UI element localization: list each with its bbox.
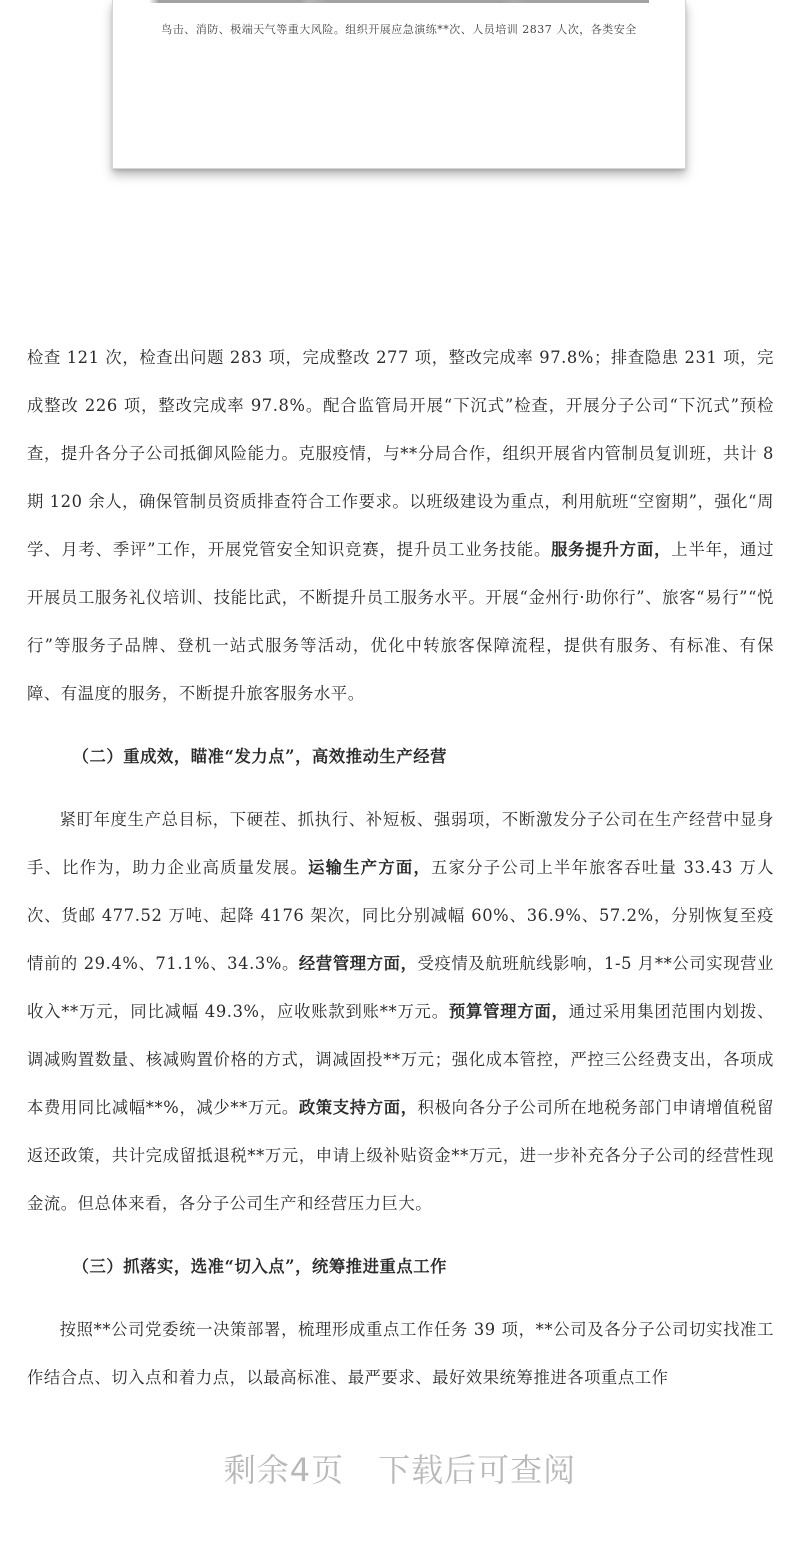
remaining-pages-count: 剩余4页 — [223, 1451, 345, 1489]
preview-text-line: 鸟击、消防、极端天气等重大风险。组织开展应急演练**次、人员培训 2837 人次，各类安全 — [161, 23, 637, 36]
previous-page-preview — [112, 0, 686, 169]
paragraph-production: 紧盯年度生产总目标，下硬茬、抓执行、补短板、强弱项，不断激发分子公司在生产经营中显身手、比作为，助力企业高质量发展。运输生产方面，五家分子公司上半年旅客吞吐量 33.43 万人次、货邮 477.52 万吨、起降 4176 架次，同比分别减幅 60%、36.9%、57.2%，分别恢复至疫情前的 29.4%、71.1%、34.3%。经营管理方面，受疫情及航班航线影响，1-5 月**公司实现营业收入**万元，同比减幅 49.3%，应收账款到账**万元。预算管理方面，通过采用集团范围内划拨、调减购置数量、核减购置价格的方式，调减固投**万元；强化成本管控，严控三公经费支出，各项成本费用同比减幅**%，减少**万元。政策支持方面，积极向各分子公司所在地税务部门申请增值税留返还政策，共计完成留抵退税**万元，申请上级补贴资金**万元，进一步补充各分子公司的经营性现金流。但总体来看，各分子公司生产和经营压力巨大。 — [27, 810, 775, 1213]
bold-lead-transport: 运输生产方面， — [308, 858, 432, 877]
section-heading-3: （三）抓落实，选准“切入点”，统筹推进重点工作 — [72, 1257, 448, 1276]
bold-lead-service: 服务提升方面， — [551, 540, 672, 559]
remaining-pages-banner[interactable] — [0, 1445, 800, 1491]
preview-cut-off-line — [149, 0, 649, 3]
bold-lead-operations: 经营管理方面， — [298, 954, 418, 973]
paragraph-key-tasks: 按照**公司党委统一决策部署，梳理形成重点工作任务 39 项，**公司及各分子公司切实找准工作结合点、切入点和着力点，以最高标准、最严要求、最好效果统筹推进各项重点工作 — [27, 1320, 774, 1387]
bold-lead-policy: 政策支持方面， — [298, 1098, 418, 1117]
download-to-view-label: 下载后可查阅 — [378, 1451, 577, 1489]
bold-lead-budget: 预算管理方面， — [448, 1002, 569, 1021]
document-body — [27, 334, 774, 1402]
paragraph-safety-training: 检查 121 次，检查出问题 283 项，完成整改 277 项，整改完成率 97.8%；排查隐患 231 项，完成整改 226 项，整改完成率 97.8%。配合监管局开展“下沉式”检查，开展分子公司“下沉式”预检查，提升各分子公司抵御风险能力。克服疫情，与**分局合作，组织开展省内管制员复训班，共计 8 期 120 余人，确保管制员资质排查符合工作要求。以班级建设为重点，利用航班“空窗期”，强化“周学、月考、季评”工作，开展党管安全知识竞赛，提升员工业务技能。服务提升方面，上半年，通过开展员工服务礼仪培训、技能比武，不断提升员工服务水平。开展“金州行·助你行”、旅客“易行”“悦行”等服务子品牌、登机一站式服务等活动，优化中转旅客保障流程，提供有服务、有标准、有保障、有温度的服务，不断提升旅客服务水平。 — [27, 348, 774, 703]
section-heading-2: （二）重成效，瞄准“发力点”，高效推动生产经营 — [72, 747, 448, 766]
